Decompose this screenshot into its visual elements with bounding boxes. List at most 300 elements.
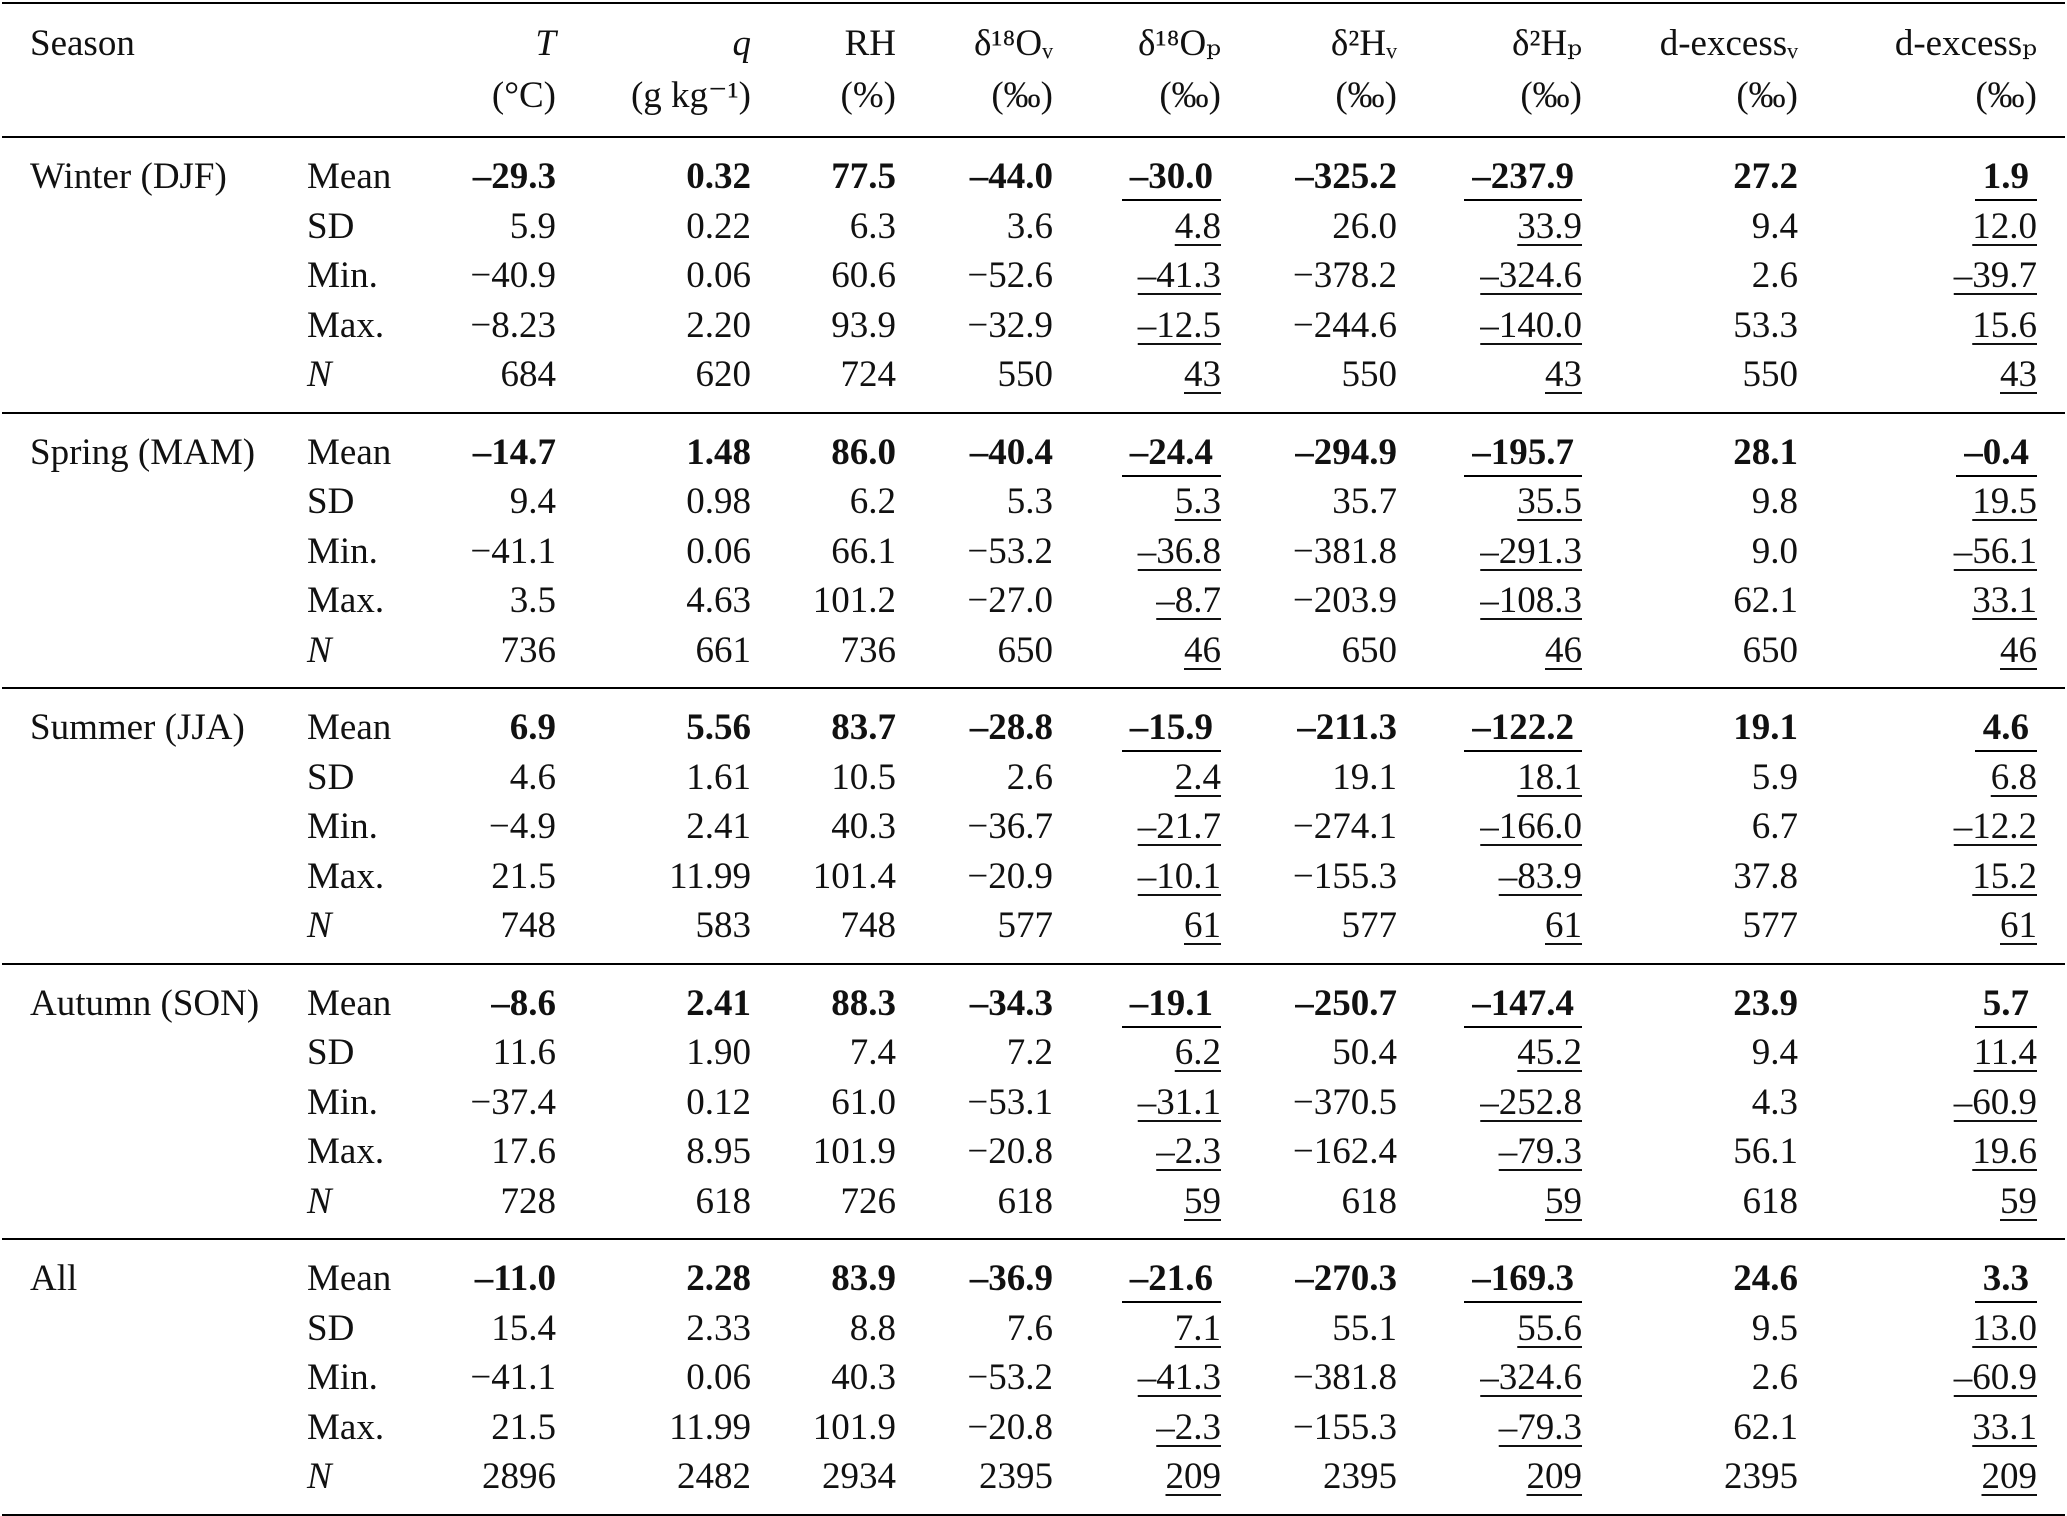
table-cell bbox=[1081, 802, 1249, 852]
table-cell: 9.4 bbox=[1751, 1032, 1798, 1073]
precip-value: 43 bbox=[1184, 354, 1221, 395]
table-cell: 11.99 bbox=[669, 1406, 751, 1448]
season-label bbox=[2, 852, 307, 902]
stat-label: Min. bbox=[307, 1357, 378, 1398]
table-cell: 35.7 bbox=[1332, 481, 1397, 522]
unit-d2h-precip: (‰) bbox=[1520, 75, 1582, 116]
precip-value: 6.8 bbox=[1990, 756, 2037, 798]
precip-value: 61 bbox=[1184, 905, 1221, 946]
table-cell: –44.0 bbox=[969, 156, 1053, 197]
stat-column-header bbox=[307, 3, 437, 70]
season-label bbox=[2, 301, 307, 351]
precip-value: –19.1 bbox=[1122, 983, 1221, 1028]
table-cell bbox=[1081, 688, 1249, 753]
stat-label: Max. bbox=[307, 855, 385, 897]
table-cell: 24.6 bbox=[1733, 1258, 1798, 1299]
table-cell: 5.9 bbox=[509, 205, 556, 247]
season-group bbox=[2, 964, 2065, 1240]
precip-value: 19.5 bbox=[1972, 481, 2037, 522]
table-row bbox=[2, 1127, 2065, 1177]
table-cell bbox=[1081, 1452, 1249, 1515]
table-cell bbox=[1826, 1028, 2065, 1078]
stat-label: Min. bbox=[307, 255, 378, 296]
table-cell: 618 bbox=[1742, 1180, 1798, 1222]
table-cell: −20.9 bbox=[967, 855, 1053, 897]
precip-value: –195.7 bbox=[1464, 432, 1582, 477]
table-cell: −20.8 bbox=[967, 1406, 1053, 1448]
precip-value: –8.7 bbox=[1156, 580, 1221, 621]
table-cell: –270.3 bbox=[1295, 1258, 1397, 1299]
table-cell: −378.2 bbox=[1292, 255, 1397, 296]
table-cell: 650 bbox=[997, 629, 1053, 671]
table-cell bbox=[1425, 1177, 1610, 1240]
table-cell: 9.4 bbox=[509, 481, 556, 522]
table-cell: −53.1 bbox=[967, 1081, 1053, 1123]
table-cell: 2.41 bbox=[686, 806, 751, 847]
table-cell: −52.6 bbox=[967, 255, 1053, 296]
table-cell bbox=[1081, 1177, 1249, 1240]
table-cell bbox=[1826, 901, 2065, 964]
precip-value: 35.5 bbox=[1517, 481, 1582, 522]
precip-value: –41.3 bbox=[1137, 255, 1221, 296]
precip-value: –79.3 bbox=[1498, 1406, 1582, 1448]
table-cell: 15.4 bbox=[491, 1307, 556, 1349]
table-cell: 2395 bbox=[979, 1456, 1053, 1497]
table-cell bbox=[1081, 413, 1249, 478]
table-cell bbox=[1826, 802, 2065, 852]
col-header-d18o-vapour: δ¹⁸Oᵥ bbox=[973, 23, 1053, 64]
table-cell bbox=[1081, 1304, 1249, 1354]
col-header-q: q bbox=[732, 23, 751, 64]
table-cell: 7.6 bbox=[1006, 1307, 1053, 1349]
table-cell bbox=[1081, 527, 1249, 577]
table-cell: 6.2 bbox=[849, 481, 896, 522]
table-row bbox=[2, 1239, 2065, 1304]
precip-value: –30.0 bbox=[1122, 156, 1221, 201]
table-cell bbox=[1826, 626, 2065, 689]
table-cell: 62.1 bbox=[1733, 580, 1798, 621]
table-row bbox=[2, 1353, 2065, 1403]
table-cell: 53.3 bbox=[1733, 304, 1798, 346]
table-cell bbox=[1425, 202, 1610, 252]
table-cell: 9.8 bbox=[1751, 481, 1798, 522]
table-cell bbox=[1826, 527, 2065, 577]
season-label bbox=[2, 802, 307, 852]
col-header-dexcess-vapour: d-excessᵥ bbox=[1659, 23, 1798, 64]
precip-value: –60.9 bbox=[1953, 1357, 2037, 1398]
season-group bbox=[2, 1239, 2065, 1515]
precip-value: –2.3 bbox=[1156, 1406, 1221, 1448]
table-cell: 6.9 bbox=[509, 707, 556, 748]
precip-value: 61 bbox=[1545, 905, 1582, 946]
table-row bbox=[2, 202, 2065, 252]
table-cell bbox=[1081, 477, 1249, 527]
table-cell bbox=[1081, 301, 1249, 351]
table-cell: 1.61 bbox=[686, 756, 751, 798]
unit-d2h-vapour: (‰) bbox=[1335, 75, 1397, 116]
stat-label: N bbox=[307, 905, 332, 946]
precip-value: 43 bbox=[1545, 354, 1582, 395]
table-cell bbox=[1081, 202, 1249, 252]
table-cell bbox=[1425, 1353, 1610, 1403]
precip-value: –140.0 bbox=[1480, 304, 1582, 346]
precip-value: –56.1 bbox=[1953, 530, 2037, 572]
table-cell bbox=[1826, 301, 2065, 351]
table-cell bbox=[1826, 1127, 2065, 1177]
table-cell bbox=[1425, 1452, 1610, 1515]
precip-value: 59 bbox=[1545, 1180, 1582, 1222]
table-cell bbox=[1826, 753, 2065, 803]
table-cell: 736 bbox=[500, 629, 556, 671]
table-cell bbox=[1826, 1304, 2065, 1354]
table-cell: 26.0 bbox=[1332, 205, 1397, 247]
table-cell: −41.1 bbox=[470, 1357, 556, 1398]
table-cell bbox=[1081, 964, 1249, 1029]
table-cell: 736 bbox=[840, 629, 896, 671]
stat-label: Min. bbox=[307, 1081, 378, 1123]
precip-value: 2.4 bbox=[1174, 756, 1221, 798]
table-cell: 77.5 bbox=[831, 156, 896, 197]
table-cell: 86.0 bbox=[831, 431, 896, 473]
table-cell bbox=[1425, 251, 1610, 301]
table-cell bbox=[1081, 251, 1249, 301]
season-column-header: Season bbox=[30, 23, 135, 64]
table-cell: 40.3 bbox=[831, 1357, 896, 1398]
table-cell: 728 bbox=[500, 1180, 556, 1222]
season-group bbox=[2, 688, 2065, 964]
table-cell: –40.4 bbox=[969, 431, 1053, 473]
season-label bbox=[2, 1028, 307, 1078]
season-label bbox=[2, 477, 307, 527]
precip-value: 15.2 bbox=[1972, 855, 2037, 897]
precip-value: 19.6 bbox=[1972, 1131, 2037, 1172]
table-cell bbox=[1081, 901, 1249, 964]
season-label bbox=[2, 1177, 307, 1240]
precip-value: 46 bbox=[1184, 629, 1221, 671]
table-cell: 37.8 bbox=[1733, 855, 1798, 897]
table-cell: –250.7 bbox=[1295, 982, 1397, 1024]
table-cell: 3.6 bbox=[1006, 205, 1053, 247]
table-cell: 2482 bbox=[677, 1456, 751, 1497]
season-label bbox=[2, 350, 307, 413]
precip-value: 209 bbox=[1165, 1456, 1221, 1497]
table-cell: −37.4 bbox=[470, 1081, 556, 1123]
table-cell bbox=[1826, 202, 2065, 252]
precip-value: –60.9 bbox=[1953, 1081, 2037, 1123]
table-cell: −8.23 bbox=[470, 304, 556, 346]
table-cell bbox=[1425, 527, 1610, 577]
table-cell: 618 bbox=[695, 1180, 751, 1222]
season-label bbox=[2, 1403, 307, 1453]
table-cell bbox=[1826, 1078, 2065, 1128]
table-cell bbox=[1081, 852, 1249, 902]
precip-value: –24.4 bbox=[1122, 432, 1221, 477]
stat-label: Max. bbox=[307, 1406, 385, 1448]
table-cell bbox=[1826, 852, 2065, 902]
precip-value: –39.7 bbox=[1953, 255, 2037, 296]
table-cell: 726 bbox=[840, 1180, 896, 1222]
table-cell: −381.8 bbox=[1292, 530, 1397, 572]
season-label bbox=[2, 1127, 307, 1177]
stat-label: SD bbox=[307, 205, 355, 247]
precip-value: –0.4 bbox=[1956, 432, 2037, 477]
table-cell: 2.41 bbox=[686, 982, 751, 1024]
table-cell: −36.7 bbox=[967, 806, 1053, 847]
table-cell: 620 bbox=[695, 354, 751, 395]
table-row bbox=[2, 753, 2065, 803]
stat-label: Min. bbox=[307, 530, 378, 572]
table-cell: –14.7 bbox=[472, 431, 556, 473]
table-cell: 21.5 bbox=[491, 1406, 556, 1448]
table-row bbox=[2, 1403, 2065, 1453]
precip-value: 5.3 bbox=[1174, 481, 1221, 522]
table-cell bbox=[1425, 901, 1610, 964]
table-cell bbox=[1425, 964, 1610, 1029]
table-cell: 4.3 bbox=[1751, 1081, 1798, 1123]
stat-label: SD bbox=[307, 1032, 355, 1073]
stat-label: Mean bbox=[307, 156, 392, 197]
unit-T: (°C) bbox=[491, 75, 556, 116]
table-cell bbox=[1081, 753, 1249, 803]
table-cell: 0.06 bbox=[686, 255, 751, 296]
table-cell: −40.9 bbox=[470, 255, 556, 296]
table-cell: 28.1 bbox=[1733, 431, 1798, 473]
table-row bbox=[2, 802, 2065, 852]
precip-value: 33.1 bbox=[1972, 1406, 2037, 1448]
table-cell: 583 bbox=[695, 905, 751, 946]
stat-label: SD bbox=[307, 481, 355, 522]
precip-value: 13.0 bbox=[1972, 1307, 2037, 1349]
stat-label: Mean bbox=[307, 1258, 392, 1299]
table-row bbox=[2, 901, 2065, 964]
stat-label: Mean bbox=[307, 982, 392, 1024]
precip-value: 59 bbox=[1184, 1180, 1221, 1222]
table-cell: 19.1 bbox=[1733, 707, 1798, 748]
table-cell: 2395 bbox=[1724, 1456, 1798, 1497]
table-cell: –211.3 bbox=[1297, 707, 1397, 748]
precip-value: 4.8 bbox=[1174, 205, 1221, 247]
table-cell bbox=[1425, 301, 1610, 351]
stat-label: Max. bbox=[307, 304, 385, 346]
unit-d18o-precip: (‰) bbox=[1159, 75, 1221, 116]
table-row bbox=[2, 626, 2065, 689]
season-label bbox=[2, 202, 307, 252]
col-header-T: T bbox=[535, 23, 556, 64]
precip-value: 43 bbox=[2000, 354, 2037, 395]
table-cell bbox=[1081, 1353, 1249, 1403]
table-cell: –28.8 bbox=[969, 707, 1053, 748]
table-cell: 23.9 bbox=[1733, 982, 1798, 1024]
precip-value: 15.6 bbox=[1972, 304, 2037, 346]
precip-value: 209 bbox=[1526, 1456, 1582, 1497]
table-cell: 101.9 bbox=[812, 1406, 896, 1448]
table-cell: 8.8 bbox=[849, 1307, 896, 1349]
season-label: Spring (MAM) bbox=[30, 431, 256, 473]
precip-value: 7.1 bbox=[1174, 1307, 1221, 1349]
precip-value: 45.2 bbox=[1517, 1032, 1582, 1073]
table-cell: 748 bbox=[840, 905, 896, 946]
header-row-units bbox=[2, 70, 2065, 137]
table-cell: 2.20 bbox=[686, 304, 751, 346]
stat-label: Mean bbox=[307, 431, 392, 473]
table-header bbox=[2, 3, 2065, 137]
table-cell bbox=[1826, 1177, 2065, 1240]
table-row bbox=[2, 350, 2065, 413]
table-cell: 101.9 bbox=[812, 1131, 896, 1172]
precip-value: –15.9 bbox=[1122, 707, 1221, 752]
table-cell: –294.9 bbox=[1295, 431, 1397, 473]
table-cell: −4.9 bbox=[488, 806, 556, 847]
table-cell: 11.99 bbox=[669, 855, 751, 897]
precip-value: –36.8 bbox=[1137, 530, 1221, 572]
season-label bbox=[2, 251, 307, 301]
table-cell: 101.4 bbox=[812, 855, 896, 897]
table-cell: 2.6 bbox=[1751, 1357, 1798, 1398]
table-cell bbox=[1425, 137, 1610, 202]
table-row bbox=[2, 852, 2065, 902]
table-cell bbox=[1826, 964, 2065, 1029]
table-cell: 1.90 bbox=[686, 1032, 751, 1073]
season-label bbox=[2, 1078, 307, 1128]
table-cell bbox=[1826, 137, 2065, 202]
table-cell: −32.9 bbox=[967, 304, 1053, 346]
table-cell: 5.56 bbox=[686, 707, 751, 748]
header-row-names bbox=[2, 3, 2065, 70]
table-cell bbox=[1826, 1452, 2065, 1515]
table-row bbox=[2, 1452, 2065, 1515]
season-label bbox=[2, 901, 307, 964]
precip-value: 12.0 bbox=[1972, 205, 2037, 247]
table-cell bbox=[1425, 626, 1610, 689]
table-cell: 66.1 bbox=[831, 530, 896, 572]
table-cell: −53.2 bbox=[967, 1357, 1053, 1398]
season-statistics-table bbox=[2, 2, 2065, 1516]
stat-label: SD bbox=[307, 756, 355, 798]
table-cell: −27.0 bbox=[967, 580, 1053, 621]
precip-value: –166.0 bbox=[1480, 806, 1582, 847]
season-label bbox=[2, 626, 307, 689]
col-header-dexcess-precip: d-excessₚ bbox=[1894, 23, 2037, 64]
precip-value: 1.9 bbox=[1975, 156, 2037, 201]
table-row bbox=[2, 1304, 2065, 1354]
precip-value: –252.8 bbox=[1480, 1081, 1582, 1123]
season-label: Summer (JJA) bbox=[30, 707, 245, 748]
precip-value: –31.1 bbox=[1137, 1081, 1221, 1123]
table-cell bbox=[1081, 350, 1249, 413]
table-cell: 2934 bbox=[822, 1456, 896, 1497]
table-cell: 618 bbox=[1341, 1180, 1397, 1222]
table-cell bbox=[1826, 413, 2065, 478]
precip-value: 46 bbox=[1545, 629, 1582, 671]
table-cell: –8.6 bbox=[491, 982, 556, 1024]
table-cell bbox=[1081, 1403, 1249, 1453]
table-row bbox=[2, 301, 2065, 351]
precip-value: 6.2 bbox=[1174, 1032, 1221, 1073]
precip-value: 4.6 bbox=[1975, 707, 2037, 752]
precip-value: –108.3 bbox=[1480, 580, 1582, 621]
precip-value: –122.2 bbox=[1464, 707, 1582, 752]
col-header-d2h-precip: δ²Hₚ bbox=[1511, 23, 1582, 64]
table-cell bbox=[1425, 753, 1610, 803]
table-cell bbox=[1425, 350, 1610, 413]
precip-value: 46 bbox=[2000, 629, 2037, 671]
stat-label: Min. bbox=[307, 806, 378, 847]
table-cell: 650 bbox=[1341, 629, 1397, 671]
stat-label: Max. bbox=[307, 1131, 385, 1172]
table-cell: 2.33 bbox=[686, 1307, 751, 1349]
table-cell: 9.5 bbox=[1751, 1307, 1798, 1349]
table-cell: 8.95 bbox=[686, 1131, 751, 1172]
table-cell: 55.1 bbox=[1332, 1307, 1397, 1349]
season-label: Autumn (SON) bbox=[30, 982, 260, 1024]
table-row bbox=[2, 413, 2065, 478]
table-cell: 11.6 bbox=[492, 1032, 556, 1073]
table-cell: −155.3 bbox=[1292, 855, 1397, 897]
table-cell: 0.98 bbox=[686, 481, 751, 522]
table-cell: 61.0 bbox=[831, 1081, 896, 1123]
precip-value: –21.7 bbox=[1137, 806, 1221, 847]
precip-value: 209 bbox=[1981, 1456, 2037, 1497]
table-cell: −162.4 bbox=[1292, 1131, 1397, 1172]
table-cell bbox=[1081, 1078, 1249, 1128]
precip-value: –237.9 bbox=[1464, 156, 1582, 201]
table-cell: 62.1 bbox=[1733, 1406, 1798, 1448]
season-label: All bbox=[30, 1258, 78, 1299]
table-cell: 724 bbox=[840, 354, 896, 395]
table-cell bbox=[1425, 688, 1610, 753]
table-cell: 550 bbox=[1341, 354, 1397, 395]
table-cell: −155.3 bbox=[1292, 1406, 1397, 1448]
table-cell bbox=[1425, 802, 1610, 852]
table-cell: 550 bbox=[1742, 354, 1798, 395]
precip-value: –79.3 bbox=[1498, 1131, 1582, 1172]
table-row bbox=[2, 576, 2065, 626]
table-cell: 17.6 bbox=[491, 1131, 556, 1172]
precip-value: –2.3 bbox=[1156, 1131, 1221, 1172]
precip-value: 55.6 bbox=[1517, 1307, 1582, 1349]
table-cell: 661 bbox=[695, 629, 751, 671]
table-cell: 7.4 bbox=[849, 1032, 896, 1073]
season-group bbox=[2, 413, 2065, 689]
table-cell: 9.4 bbox=[1751, 205, 1798, 247]
table-cell: 2395 bbox=[1323, 1456, 1397, 1497]
precip-value: 33.1 bbox=[1972, 580, 2037, 621]
table-cell: 83.9 bbox=[831, 1258, 896, 1299]
col-header-rh: RH bbox=[844, 23, 896, 64]
precip-value: 59 bbox=[2000, 1180, 2037, 1222]
table-cell: –11.0 bbox=[474, 1258, 556, 1299]
stat-label: N bbox=[307, 1456, 332, 1497]
table-cell: –34.3 bbox=[969, 982, 1053, 1024]
unit-dexcess-precip: (‰) bbox=[1975, 75, 2037, 116]
season-label bbox=[2, 1304, 307, 1354]
table-row bbox=[2, 1177, 2065, 1240]
unit-dexcess-vapour: (‰) bbox=[1736, 75, 1798, 116]
table-cell: −370.5 bbox=[1292, 1081, 1397, 1123]
table-cell: −203.9 bbox=[1292, 580, 1397, 621]
table-cell bbox=[1081, 626, 1249, 689]
table-cell: 60.6 bbox=[831, 255, 896, 296]
table-cell: 577 bbox=[1341, 905, 1397, 946]
table-cell: 684 bbox=[500, 354, 556, 395]
table-cell: 2896 bbox=[482, 1456, 556, 1497]
table-row bbox=[2, 251, 2065, 301]
table-cell bbox=[1425, 1239, 1610, 1304]
table-cell bbox=[1826, 688, 2065, 753]
table-cell bbox=[1826, 477, 2065, 527]
table-cell: 1.48 bbox=[686, 431, 751, 473]
precip-value: 11.4 bbox=[1973, 1032, 2037, 1073]
